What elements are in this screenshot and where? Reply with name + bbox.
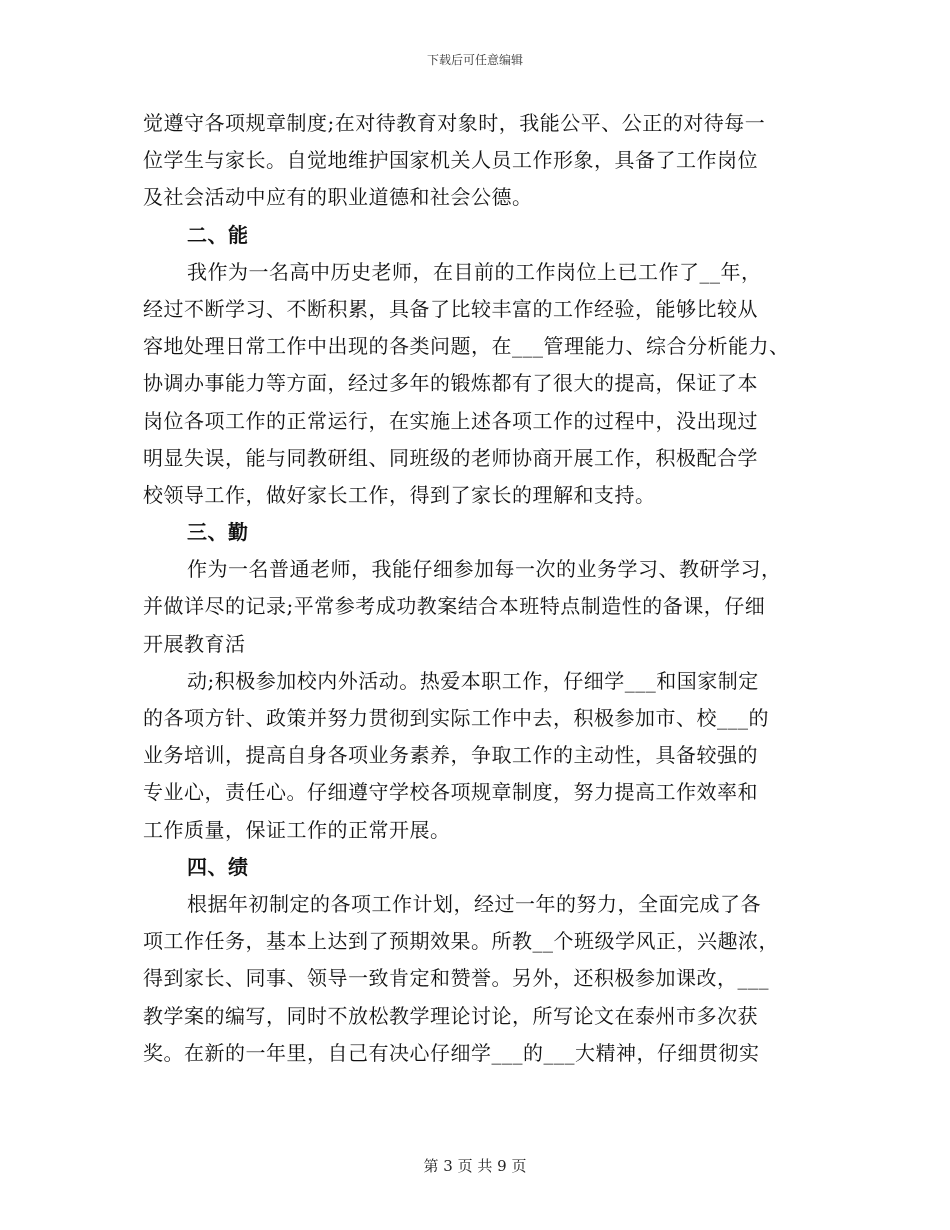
- page-number-footer: 第 3 页 共 9 页: [423, 1157, 527, 1175]
- body-line: 开展教育活: [143, 631, 246, 656]
- section-heading: 四、绩: [187, 854, 249, 879]
- body-line: 岗位各项工作的正常运行，在实施上述各项工作的过程中，没出现过: [143, 408, 758, 433]
- body-line: 协调办事能力等方面，经过多年的锻炼都有了很大的提高，保证了本: [143, 371, 758, 396]
- body-line: 明显失误，能与同教研组、同班级的老师协商开展工作，积极配合学: [143, 445, 758, 470]
- body-line: 作为一名普通老师，我能仔细参加每一次的业务学习、教研学习，: [187, 557, 782, 582]
- section-heading: 三、勤: [187, 520, 249, 545]
- body-line: 并做详尽的记录;平常参考成功教案结合本班特点制造性的备课，仔细: [143, 594, 766, 619]
- body-line: 及社会活动中应有的职业道德和社会公德。: [143, 185, 533, 210]
- section-heading: 二、能: [187, 222, 249, 247]
- body-line: 觉遵守各项规章制度;在对待教育对象时，我能公平、公正的对待每一: [143, 111, 766, 135]
- body-line: 业务培训，提高自身各项业务素养，争取工作的主动性，具备较强的: [143, 743, 758, 768]
- body-line: 经过不断学习、不断积累，具备了比较丰富的工作经验，能够比较从: [143, 296, 758, 321]
- body-line: 工作质量，保证工作的正常开展。: [143, 817, 451, 842]
- body-line: 的各项方针、政策并努力贯彻到实际工作中去，积极参加市、校___的: [143, 706, 769, 730]
- body-line: 项工作任务，基本上达到了预期效果。所教__个班级学风正，兴趣浓，: [143, 929, 779, 954]
- body-line: 专业心，责任心。仔细遵守学校各项规章制度，努力提高工作效率和: [143, 780, 758, 805]
- body-line: 奖。在新的一年里，自己有决心仔细学___的___大精神，仔细贯彻实: [143, 1040, 760, 1065]
- page-header-note: 下载后可任意编辑: [426, 53, 523, 67]
- body-line: 根据年初制定的各项工作计划，经过一年的努力，全面完成了各: [187, 891, 761, 916]
- body-line: 容地处理日常工作中出现的各类问题，在___管理能力、综合分析能力、: [143, 334, 790, 359]
- body-line: 得到家长、同事、领导一致肯定和赞誉。另外，还积极参加课改，___: [143, 966, 769, 991]
- body-line: 我作为一名高中历史老师，在目前的工作岗位上已工作了__年，: [187, 259, 762, 284]
- body-line: 校领导工作，做好家长工作，得到了家长的理解和支持。: [143, 482, 656, 507]
- body-line: 位学生与家长。自觉地维护国家机关人员工作形象，具备了工作岗位: [143, 148, 758, 173]
- body-line: 动;积极参加校内外活动。热爱本职工作，仔细学___和国家制定: [187, 668, 759, 693]
- body-line: 教学案的编写，同时不放松教学理论讨论，所写论文在泰州市多次获: [143, 1003, 758, 1028]
- document-body: [143, 105, 823, 1072]
